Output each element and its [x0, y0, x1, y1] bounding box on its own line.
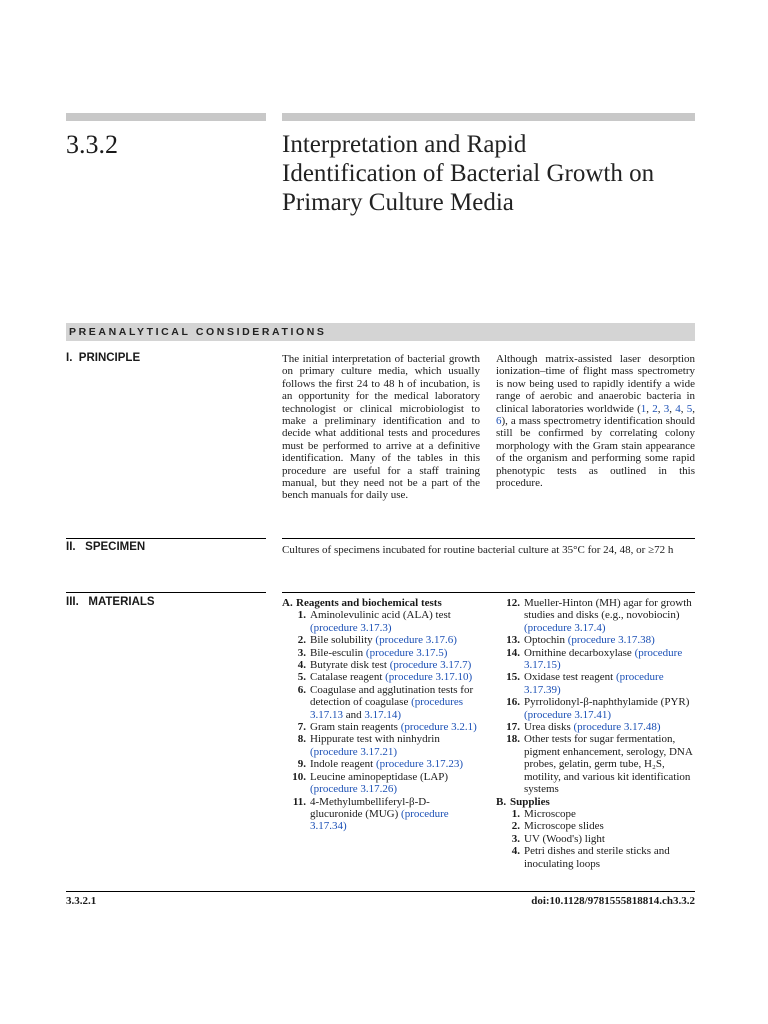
procedure-link[interactable]: (procedure 3.17.10) [385, 671, 473, 684]
list-item-text: Indole reagent [310, 758, 374, 771]
reagent-item [282, 796, 480, 833]
reagent-item [282, 684, 480, 721]
list-number: 13. [506, 634, 520, 647]
reagent-item [496, 597, 695, 634]
specimen-rule-left [66, 538, 266, 539]
doi: doi:10.1128/9781555818814.ch3.3.2 [531, 895, 695, 907]
list-item-text: Aminolevulinic acid (ALA) test [310, 609, 451, 622]
list-item-text: Mueller-Hinton (MH) agar for growth studies and disks (e.g., novobiocin) [524, 597, 692, 622]
procedure-link[interactable]: (procedure 3.17.7) [389, 659, 472, 672]
page-title [282, 130, 702, 217]
list-item-text: UV (Wood's) light [524, 832, 605, 845]
specimen-text: Cultures of specimens incubated for routine bacterial culture at 35°C for 24, 48, or ≥72 h [282, 544, 674, 556]
list-item-connector: and [343, 708, 365, 721]
specimen-heading: II. SPECIMEN [66, 541, 146, 553]
ref-link-1[interactable]: 1 [640, 402, 647, 415]
reagent-item [496, 721, 695, 733]
reagent-item [496, 671, 695, 696]
list-item-text: Bile-esculin [310, 646, 364, 659]
reagent-item [282, 634, 480, 646]
procedure-link[interactable]: (procedure 3.17.38) [567, 634, 655, 647]
reagent-item [282, 758, 480, 770]
list-item-text: Pyrrolidonyl-β-naphthylamide (PYR) [524, 696, 690, 709]
principle-heading: I. PRINCIPLE [66, 352, 141, 364]
header-bar-left [66, 113, 266, 121]
list-item-text: Petri dishes and sterile sticks and inoculating loops [524, 845, 670, 870]
principle-col2-end: ), a mass spectrometry identification should still be confirmed by correlating colony morphology with the Gram stain appearance of the organism and performing some rapid phenotypic tests as outlined in this procedure. [496, 415, 695, 490]
specimen-rule-right [282, 538, 695, 539]
list-item-text: Oxidase test reagent [524, 671, 614, 684]
list-number: 17. [506, 721, 520, 734]
list-number: 10. [292, 770, 306, 783]
procedure-link[interactable]: (procedures 3.17.13 [310, 696, 464, 721]
list-number: 18. [506, 733, 520, 746]
list-item-text: Leucine aminopeptidase (LAP) [310, 770, 449, 783]
materials-rule-left [66, 592, 266, 593]
list-item-text: Other tests for sugar fermentation, pigment enhancement, serology, DNA probes, gelatin, germ tube, H₂S, motility, and various kit identification systems [524, 733, 693, 796]
list-number: 15. [506, 671, 520, 684]
list-item-text: Ornithine decarboxylase [524, 646, 632, 659]
list-number: 7. [297, 721, 306, 734]
title-line-3: Primary Culture Media [282, 189, 514, 216]
procedure-link[interactable]: (procedure 3.17.15) [524, 646, 683, 672]
reagent-item [282, 771, 480, 796]
list-number: 16. [506, 696, 520, 709]
list-number: 11. [292, 795, 306, 808]
preanalytical-label: PREANALYTICAL CONSIDERATIONS [69, 326, 327, 338]
ref-link-2[interactable]: 2 [652, 402, 658, 415]
list-number: 1. [297, 609, 306, 622]
reagent-item [282, 671, 480, 683]
supply-item [496, 808, 695, 820]
procedure-link[interactable]: (procedure 3.17.6) [375, 634, 457, 647]
ref-link-6[interactable]: 6 [496, 415, 502, 428]
procedure-link[interactable]: (procedure 3.17.39) [524, 671, 664, 696]
title-line-1: Interpretation and Rapid [282, 131, 527, 158]
list-number: 2. [297, 634, 306, 647]
list-item-text: Catalase reagent [310, 671, 383, 684]
procedure-link[interactable]: (procedure 3.17.3) [310, 621, 392, 634]
supply-item [496, 833, 695, 845]
list-item-text: Optochin [524, 634, 565, 647]
reagent-item [496, 647, 695, 672]
title-line-2: Identification of Bacterial Growth on [282, 160, 655, 187]
procedure-link[interactable]: 3.17.14) [364, 708, 402, 721]
procedure-link[interactable]: (procedure 3.17.23) [375, 758, 464, 771]
procedure-link[interactable]: (procedure 3.17.26) [310, 783, 398, 796]
reagents-subheading: A. Reagents and biochemical tests [282, 597, 442, 609]
procedure-link[interactable]: (procedure 3.17.41) [524, 708, 612, 721]
list-number: 9. [297, 758, 306, 771]
footer-rule [66, 891, 695, 892]
procedure-link[interactable]: (procedure 3.2.1) [400, 721, 477, 734]
procedure-link[interactable]: (procedure 3.17.4) [524, 621, 606, 634]
supplies-subheading: B. Supplies [496, 795, 550, 808]
reagent-item [282, 733, 480, 758]
reagent-item [496, 696, 695, 721]
ref-link-3[interactable]: 3 [663, 402, 670, 415]
list-number: 6. [297, 683, 306, 696]
materials-heading: III. MATERIALS [66, 596, 155, 608]
list-number: 3. [297, 646, 306, 659]
list-item-text: Gram stain reagents [310, 721, 398, 734]
reagent-item [282, 721, 480, 733]
reagent-item [496, 733, 695, 795]
supply-item [496, 845, 695, 870]
principle-col2-start: Although matrix-assisted laser desorption ionization–time of flight mass spectrometry is now being used to rapidly identify a wide range of aerobic and anaerobic bacteria in clinical laboratories worldwide ( [496, 353, 695, 415]
section-number: 3.3.2 [66, 130, 118, 159]
list-item-text: Coagulase and agglutination tests for detection of coagulase [310, 683, 474, 709]
reagents-list-1 [282, 609, 480, 832]
list-item-text: 4-Methylumbelliferyl-β-D-glucuronide (MUG) [310, 795, 430, 820]
list-number: 4. [297, 659, 306, 672]
list-number: 8. [297, 733, 306, 746]
reagent-item [282, 659, 480, 671]
list-item-text: Bile solubility [310, 634, 373, 647]
reagent-item [282, 609, 480, 634]
principle-text-col1: The initial interpretation of bacterial growth on primary culture media, which usually follows the first 24 to 48 h of incubation, is an opportunity for the medical laboratory technologist or clinical microbiologist to make a preliminary identification and to decide what additional tests and procedures must be performed to arrive at a definitive identification. Many of the tables in this procedure are useful for a staff training manual, but they need not be a part of the bench manuals for daily use. [282, 353, 480, 502]
list-item-text: Butyrate disk test [310, 659, 387, 672]
list-item-text: Microscope slides [524, 820, 604, 833]
list-number: 3. [511, 832, 520, 845]
header-bar-right [282, 113, 695, 121]
list-number: 2. [511, 820, 520, 833]
page-number: 3.3.2.1 [66, 895, 97, 907]
supply-item [496, 820, 695, 832]
supplies-list [496, 808, 695, 870]
list-number: 4. [511, 845, 520, 858]
list-number: 12. [506, 597, 520, 609]
list-item-text: Hippurate test with ninhydrin [310, 733, 440, 746]
reagents-list-2 [496, 597, 695, 796]
materials-rule-right [282, 592, 695, 593]
ref-link-4[interactable]: 4 [675, 402, 681, 415]
reagent-item [496, 634, 695, 646]
procedure-link[interactable]: (procedure 3.17.5) [365, 646, 448, 659]
list-number: 14. [506, 646, 520, 659]
ref-link-5[interactable]: 5 [686, 402, 693, 415]
reagent-item [282, 647, 480, 659]
procedure-link[interactable]: (procedure 3.17.48) [573, 721, 661, 734]
reagents-column-1 [282, 597, 480, 833]
reagents-column-2 [496, 597, 695, 870]
procedure-link[interactable]: (procedure 3.17.21) [310, 745, 398, 758]
list-number: 1. [511, 807, 520, 820]
procedure-link[interactable]: (procedure 3.17.34) [310, 807, 449, 833]
list-number: 5. [297, 671, 306, 684]
principle-text-col2: Although matrix-assisted laser desorption ionization–time of flight mass spectrometry is now being used to rapidly identify a wide range of aerobic and anaerobic bacteria in clinical laboratories worldwide (1, 2, 3, 4, 5, 6), a mass spectrometry identification should still be confirmed by correlating colony morphology with the Gram stain appearance of the organism and performing some rapid phenotypic tests as outlined in this procedure. [496, 353, 695, 490]
list-item-text: Urea disks [524, 721, 571, 734]
list-item-text: Microscope [524, 807, 576, 820]
